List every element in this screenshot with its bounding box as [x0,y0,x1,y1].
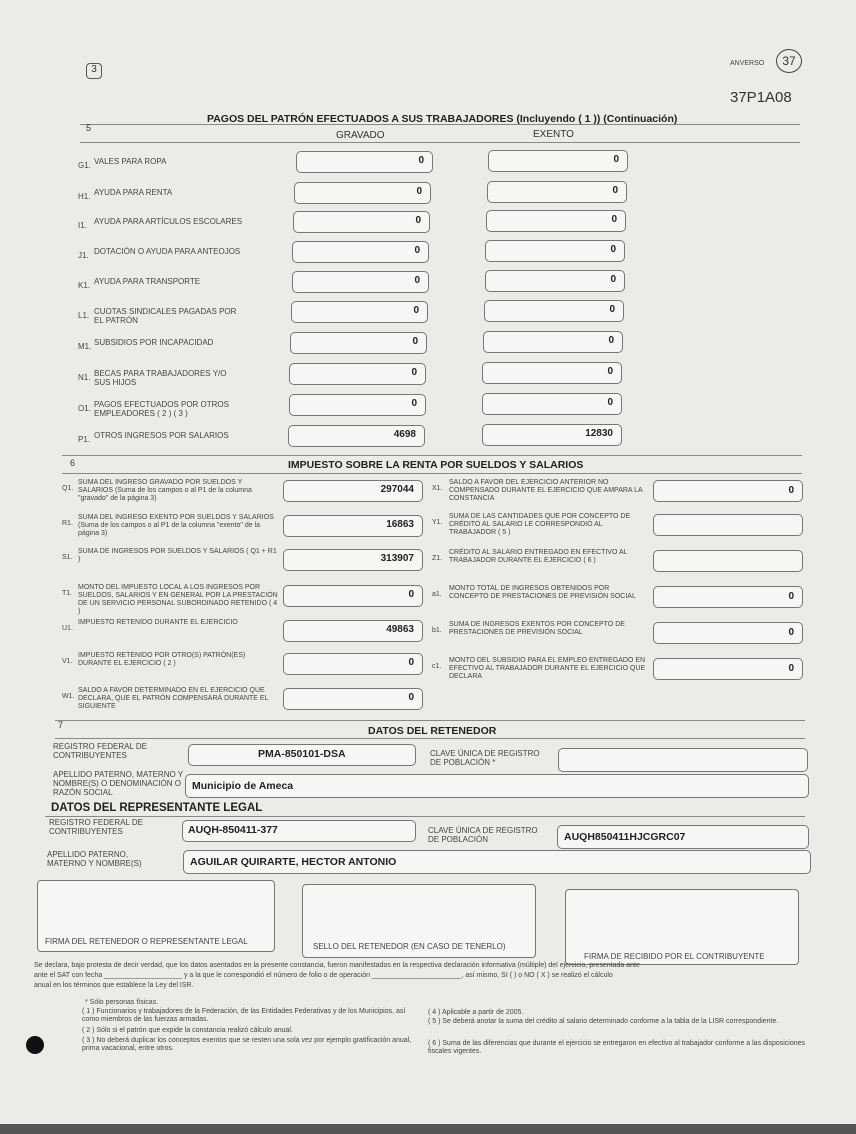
row-code: P1. [78,435,91,444]
retenedor-rfc-label: REGISTRO FEDERAL DE CONTRIBUYENTES [53,742,147,760]
row-label: AYUDA PARA ARTÍCULOS ESCOLARES [94,217,243,226]
isr-left-code: T1. [62,590,73,597]
row-code: L1. [78,311,90,320]
divider [55,720,805,721]
row-code: G1. [78,161,91,170]
form-code: 37P1A08 [730,89,792,106]
isr-left-label: IMPUESTO RETENIDO POR OTRO(S) PATRÓN(ES) DURANTE EL EJERCICIO ( 2 ) [78,652,246,667]
exento-value: 0 [610,274,616,285]
isr-left-value: 0 [408,589,414,600]
row-label: AYUDA PARA TRANSPORTE [94,277,201,286]
section-5-title: PAGOS DEL PATRÓN EFECTUADOS A SUS TRABAJADORES (Incluyendo ( 1 )) (Continuación) [207,113,678,125]
gravado-value: 0 [413,305,419,316]
exento-value: 0 [612,185,618,196]
section-6-title: IMPUESTO SOBRE LA RENTA POR SUELDOS Y SALARIOS [288,459,584,471]
footnote-5: ( 5 ) Se deberá anotar la suma del crédito al salario determinado conforme a la tabla de la LISR correspondiente. [428,1018,779,1025]
row-label: OTROS INGRESOS POR SALARIOS [94,431,229,440]
divider [80,142,800,143]
isr-right-code: X1. [432,485,443,492]
gravado-value: 0 [414,275,420,286]
rep-name-value: AGUILAR QUIRARTE, HECTOR ANTONIO [190,856,397,868]
exento-value: 0 [607,366,613,377]
exento-value: 0 [613,154,619,165]
isr-right-code: b1. [432,627,442,634]
isr-left-value: 0 [408,657,414,668]
page-box: 3 [86,63,102,79]
row-label: VALES PARA ROPA [94,157,167,166]
isr-left-label: SALDO A FAVOR DETERMINADO EN EL EJERCICIO QUE DECLARA, QUE EL PATRÓN COMPENSARÁ DURANTE EL SIGUIENTE [78,687,269,710]
footnote-star: * Sólo personas físicas. [85,999,159,1006]
rep-curp-value: AUQH850411HJCGRC07 [564,831,686,843]
isr-left-code: W1. [62,693,75,700]
isr-left-label: SUMA DEL INGRESO EXENTO POR SUELDOS Y SALARIOS (Suma de los campos o al P1 de la columna "exento" de la página 3) [78,514,274,537]
isr-left-value: 0 [408,692,414,703]
isr-left-label: SUMA DEL INGRESO GRAVADO POR SUELDOS Y SALARIOS (Suma de los campos o al P1 de la columna "gravado" de la página 3) [78,479,252,502]
gravado-value: 0 [411,398,417,409]
isr-left-label: SUMA DE INGRESOS POR SUELDOS Y SALARIOS ( Q1 + R1 ) [78,548,277,563]
isr-left-label: IMPUESTO RETENIDO DURANTE EL EJERCICIO [78,619,238,626]
footnote-1: ( 1 ) Funcionarios y trabajadores de la Federación, de las Entidades Federativas y de los Municipios, así como miembros de las fuerzas armadas. [82,1008,406,1023]
isr-left-label: MONTO DEL IMPUESTO LOCAL A LOS INGRESOS POR SUELDOS, SALARIOS Y EN GENERAL POR LA PRESTACIÓN DE UN SERVICIO PERSONAL SUBORDINADO RETENIDO ( 4 ) [78,584,278,615]
isr-left-value: 297044 [380,484,414,495]
retenedor-rfc-value: PMA-850101-DSA [258,748,346,760]
col-exento-header: EXENTO [533,129,574,140]
exento-value: 12830 [585,428,613,439]
section-6-number: 6 [70,458,76,468]
footnote-2: ( 2 ) Sólo si el patrón que expide la constancia realizó cálculo anual. [82,1027,293,1034]
retenedor-name-value: Municipio de Ameca [192,780,294,792]
declaration-line-3: anual en los términos que establece la Ley del ISR. [34,982,194,989]
exento-value: 0 [609,304,615,315]
row-label: PAGOS EFECTUADOS POR OTROS EMPLEADORES ( 2 ) ( 3 ) [94,400,229,418]
isr-right-label: MONTO TOTAL DE INGRESOS OBTENIDOS POR CONCEPTO DE PRESTACIONES DE PREVISIÓN SOCIAL [449,585,636,600]
anverso-label: ANVERSO [730,60,765,67]
declaration-line-1: Se declara, bajo protesta de decir verdad, que los datos asentados en la presente constancia, fueron manifestados en la respectiva declaración informativa (múltiple) del ejercicio, presentada ante [34,962,640,969]
firma-recibido-label: FIRMA DE RECIBIDO POR EL CONTRIBUYENTE [584,952,765,961]
gravado-value: 0 [412,336,418,347]
row-label: AYUDA PARA RENTA [94,188,173,197]
retenedor-name-label: APELLIDO PATERNO, MATERNO Y NOMBRE(S) O DENOMINACIÓN O RAZÓN SOCIAL [53,770,183,797]
anverso-number: 37 [776,49,802,73]
isr-right-code: Y1. [432,519,443,526]
rep-rfc-label: REGISTRO FEDERAL DE CONTRIBUYENTES [49,818,143,836]
section-5-number: 5 [86,123,92,133]
divider [62,455,802,456]
isr-right-label: SUMA DE LAS CANTIDADES QUE POR CONCEPTO DE CRÉDITO AL SALARIO LE CORRESPONDIÓ AL TRABAJADOR ( 5 ) [449,513,631,536]
retenedor-curp-label: CLAVE ÚNICA DE REGISTRO DE POBLACIÓN * [430,749,540,767]
isr-left-code: U1. [62,625,73,632]
footnote-4: ( 4 ) Aplicable a partir de 2005. [428,1009,524,1016]
exento-value: 0 [611,214,617,225]
divider [62,473,802,474]
sello-label: SELLO DEL RETENEDOR (EN CASO DE TENERLO) [313,942,506,951]
isr-right-value: 0 [788,663,794,674]
rep-name-label: APELLIDO PATERNO, MATERNO Y NOMBRE(S) [47,850,142,868]
gravado-value: 0 [414,245,420,256]
footnote-6: ( 6 ) Suma de las diferencias que durante el ejercicio se entregaron en efectivo al trabajador conforme a las disposiciones fiscales vigentes. [428,1040,806,1055]
isr-right-code: c1. [432,663,442,670]
divider [55,738,805,739]
exento-value: 0 [607,397,613,408]
exento-value: 0 [610,244,616,255]
gravado-value: 0 [416,186,422,197]
isr-left-value: 313907 [380,553,414,564]
exento-value: 0 [608,335,614,346]
isr-left-code: Q1. [62,485,74,492]
isr-right-code: a1. [432,591,442,598]
row-label: CUOTAS SINDICALES PAGADAS POR EL PATRÓN [94,307,237,325]
bottom-shadow [0,1124,856,1134]
col-gravado-header: GRAVADO [336,130,385,141]
row-code: I1. [78,221,87,230]
isr-right-field[interactable] [653,514,803,536]
rep-rfc-value: AUQH-850411-377 [188,824,278,836]
row-code: H1. [78,192,91,201]
retenedor-curp-field[interactable] [558,748,808,772]
isr-left-code: V1. [62,658,73,665]
gravado-value: 0 [418,155,424,166]
punch-hole [26,1036,44,1054]
section-7-title: DATOS DEL RETENEDOR [368,725,497,737]
row-label: BECAS PARA TRABAJADORES Y/O SUS HIJOS [94,369,227,387]
isr-left-value: 49863 [386,624,414,635]
isr-left-value: 16863 [386,519,414,530]
isr-right-value: 0 [788,591,794,602]
representative-title: DATOS DEL REPRESENTANTE LEGAL [51,802,263,814]
row-code: M1. [78,342,92,351]
gravado-value: 0 [415,215,421,226]
section-7-number: 7 [58,720,64,730]
isr-left-code: R1. [62,520,73,527]
row-code: K1. [78,281,91,290]
row-code: J1. [78,251,89,260]
firma-retenedor-label: FIRMA DEL RETENEDOR O REPRESENTANTE LEGAL [45,937,248,946]
declaration-line-2: ante el SAT con fecha ____________________ y a la que le correspondió el número de folio o de operación _______________________, así mismo, SI ( ) o NO ( X ) se realizó el cálculo [34,972,613,979]
isr-right-label: SUMA DE INGRESOS EXENTOS POR CONCEPTO DE PRESTACIONES DE PREVISIÓN SOCIAL [449,621,625,636]
row-code: N1. [78,373,91,382]
isr-right-field[interactable] [653,550,803,572]
row-label: DOTACIÓN O AYUDA PARA ANTEOJOS [94,247,241,256]
rep-curp-label: CLAVE ÚNICA DE REGISTRO DE POBLACIÓN [428,826,538,844]
isr-right-label: CRÉDITO AL SALARIO ENTREGADO EN EFECTIVO AL TRABAJADOR DURANTE EL EJERCICIO ( 6 ) [449,549,628,564]
isr-right-label: MONTO DEL SUBSIDIO PARA EL EMPLEO ENTREGADO EN EFECTIVO AL TRABAJADOR DURANTE EL EJERCICIO QUE DECLARA [449,657,646,680]
isr-right-code: Z1. [432,555,443,562]
divider [45,816,805,817]
footnote-3: ( 3 ) No deberá duplicar los conceptos exentos que se resten una sola vez por ejemplo gratificación anual, prima vacacional, entre otros. [82,1037,412,1052]
gravado-value: 4698 [393,429,416,440]
row-code: O1. [78,404,91,413]
isr-right-value: 0 [788,485,794,496]
isr-right-value: 0 [788,627,794,638]
gravado-value: 0 [411,367,417,378]
isr-left-code: S1. [62,554,73,561]
row-label: SUBSIDIOS POR INCAPACIDAD [94,338,214,347]
isr-right-label: SALDO A FAVOR DEL EJERCICIO ANTERIOR NO COMPENSADO DURANTE EL EJERCICIO QUE AMPARA LA CONSTANCIA [449,479,643,502]
